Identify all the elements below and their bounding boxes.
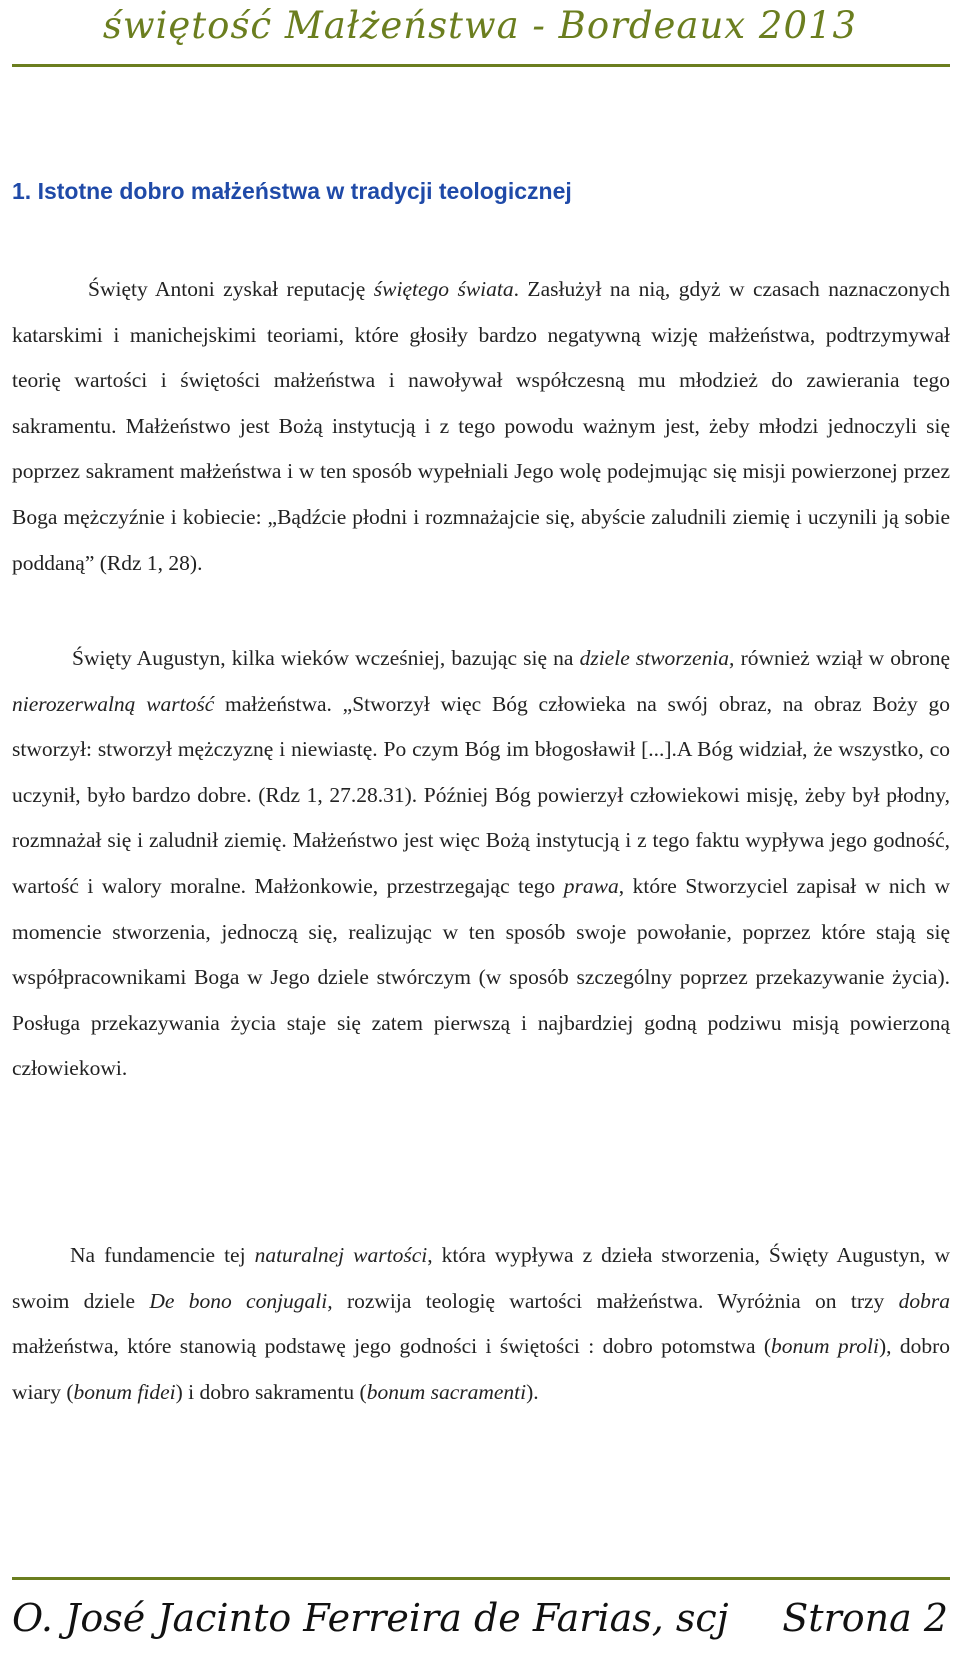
section-heading: 1. Istotne dobro małżeństwa w tradycji teologicznej bbox=[12, 178, 572, 204]
p3-italic: bonum proli bbox=[771, 1334, 879, 1359]
p3-italic: bonum fidei bbox=[73, 1379, 176, 1404]
p2-text: , które Stworzyciel zapisał w nich w momencie stworzenia, jednoczą się, realizując w ten sposób swoje powołanie, poprzez które stają się współpracownikami Boga w Jego dziele stwórczym (w sposób szczególny poprzez przekazywanie życia). Posługa przekazywania życia staje się zatem pierwszą i najbardziej godną podziwu misją powierzoną człowiekowi. bbox=[12, 873, 950, 1081]
p3-text: ). bbox=[526, 1379, 539, 1404]
p3-text: rozwija teologię wartości małżeństwa. Wyróżnia on trzy bbox=[332, 1288, 899, 1313]
p2-text: małżeństwa. „Stworzył więc Bóg człowieka na swój obraz, na obraz Boży go stworzył: stworzył mężczyznę i niewiastę. Po czym Bóg im błogosławił [...].A Bóg widział, że wszystko, co uczynił, było bardzo dobre. (Rdz 1, 27.28.31). Później Bóg powierzył człowiekowi misję, żeby był płodny, rozmnażał się i zaludnił ziemię. Małżeństwo jest więc Bożą instytucją i z tego faktu wypływa jego godność, wartość i walory moralne. Małżonkowie, przestrzegając tego bbox=[12, 691, 950, 898]
p3-text: , która wypływa z dzieła stworzenia, Święty Augustyn, w swoim dziele bbox=[12, 1243, 950, 1313]
p3-text: małżeństwa, które stanowią podstawę jego godności i świętości : dobro potomstwa ( bbox=[12, 1334, 772, 1359]
p1-text: Święty Antoni zyskał reputację bbox=[88, 277, 374, 301]
paragraph-3 bbox=[12, 1233, 950, 1415]
footer-author: O. José Jacinto Ferreira de Farias, scj bbox=[12, 1596, 729, 1640]
p1-italic: świętego świata bbox=[373, 277, 514, 301]
header-divider bbox=[12, 64, 950, 67]
p3-italic: De bono conjugali, bbox=[149, 1288, 333, 1313]
p2-italic: nierozerwalną wartość bbox=[12, 691, 215, 716]
footer-divider bbox=[12, 1577, 950, 1580]
p3-italic: dobra bbox=[898, 1288, 950, 1313]
page-header bbox=[0, 0, 960, 80]
p3-text: ) i dobro sakramentu ( bbox=[175, 1379, 367, 1404]
p2-text: również wziął w obronę bbox=[734, 646, 950, 670]
footer-page-number: Strona 2 bbox=[782, 1596, 948, 1640]
p3-italic: bonum sacramenti bbox=[366, 1379, 527, 1404]
p1-text: . Zasłużył na nią, gdyż w czasach naznaczonych katarskimi i manichejskimi teoriami, które głosiły bardzo negatywną wizję małżeństwa, podtrzymywał teorię wartości i świętości małżeństwa i nawoływał współczesną mu młodzież do zawierania tego sakramentu. Małżeństwo jest Bożą instytucją i z tego powodu ważnym jest, żeby młodzi jednoczyli się poprzez sakrament małżeństwa i w ten sposób wypełniali Jego wolę podejmując się misji powierzonej przez Boga mężczyźnie i kobiecie: „Bądźcie płodni i rozmnażajcie się, abyście zaludnili ziemię i uczynili ją sobie poddaną” (Rdz 1, 28). bbox=[12, 277, 950, 575]
paragraph-1 bbox=[12, 267, 950, 586]
paragraph-2 bbox=[12, 636, 950, 1092]
p2-text: Święty Augustyn, kilka wieków wcześniej, bazując się na bbox=[72, 646, 580, 670]
p3-italic: naturalnej wartości bbox=[254, 1243, 428, 1267]
p2-italic: dziele stworzenia, bbox=[579, 646, 735, 670]
p3-text: ), dobro wiary ( bbox=[12, 1334, 951, 1404]
header-title: świętość Małżeństwa - Bordeaux 2013 bbox=[102, 4, 858, 47]
p3-text: Na fundamencie tej bbox=[70, 1243, 255, 1267]
p2-italic: prawa bbox=[563, 873, 619, 898]
